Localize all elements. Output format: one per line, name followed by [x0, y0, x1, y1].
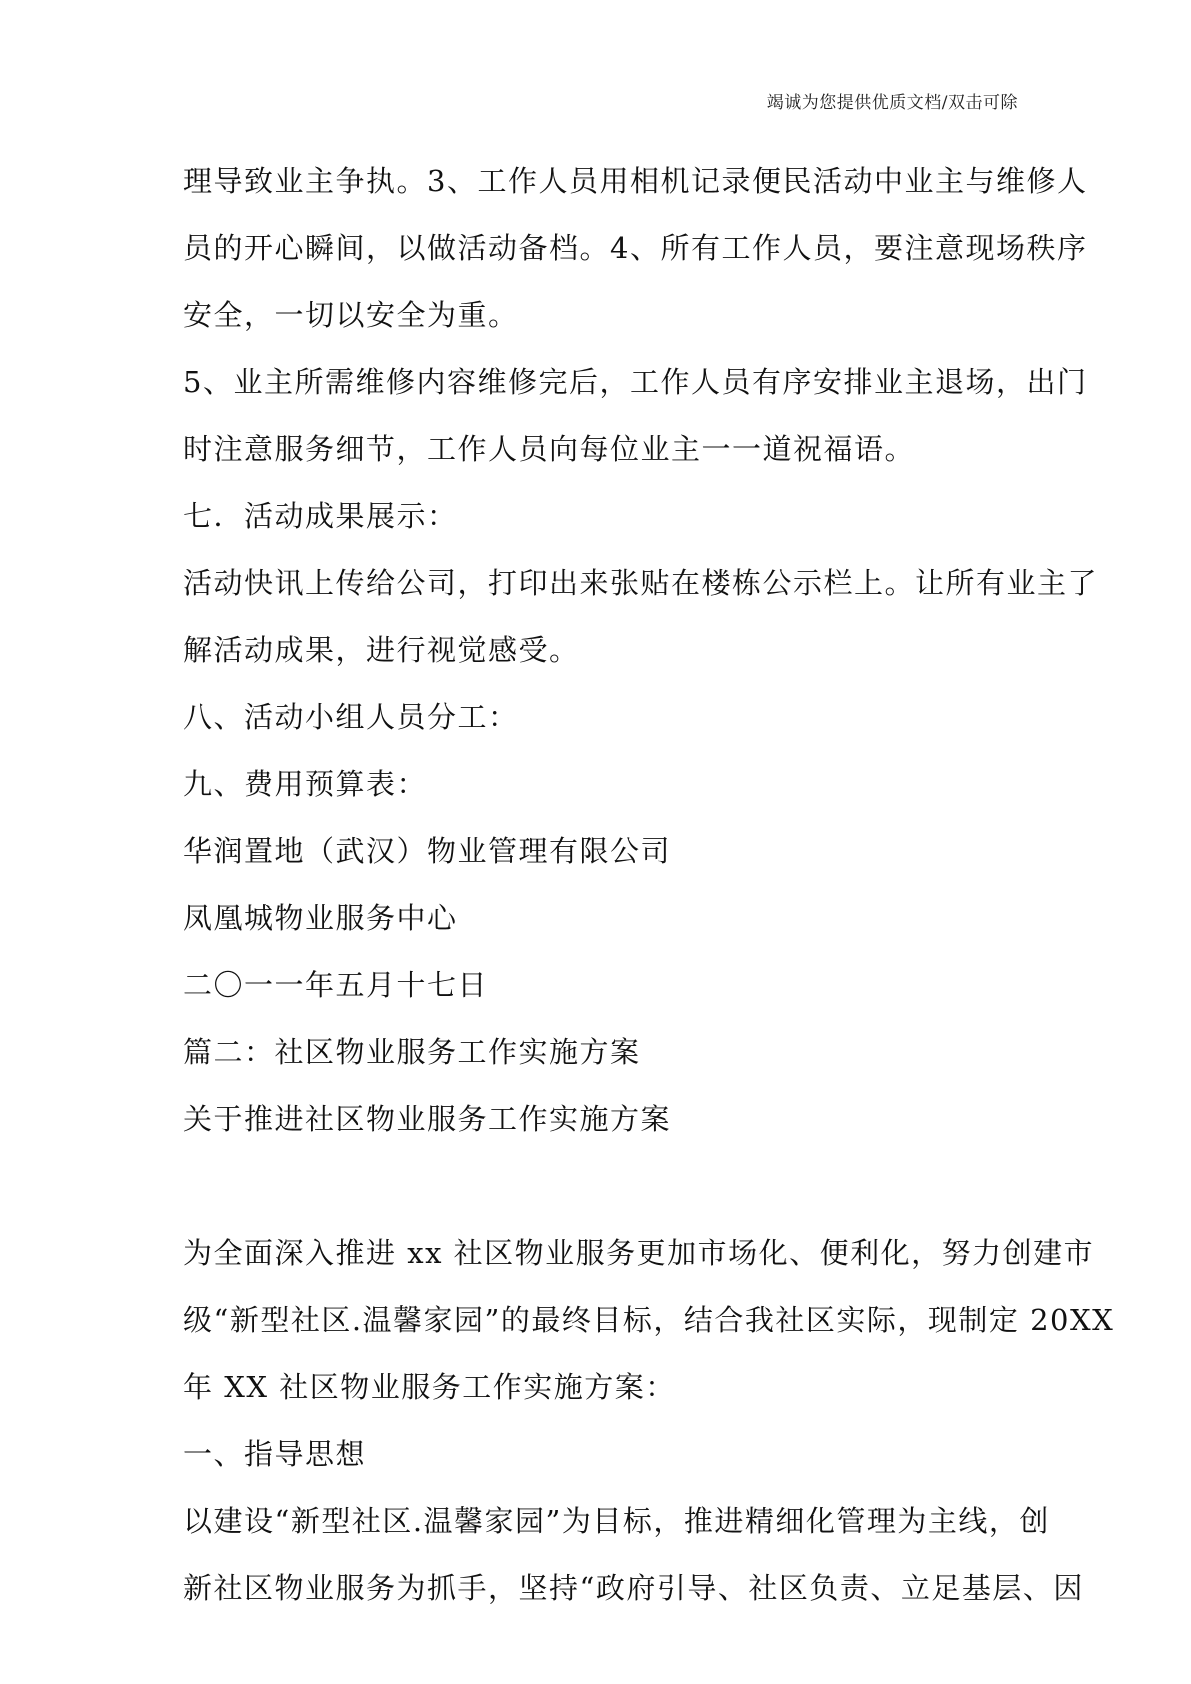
paragraph-line: 5、业主所需维修内容维修完后，工作人员有序安排业主退场，出门 — [183, 365, 1088, 399]
paragraph-line: 安全，一切以安全为重。 — [183, 298, 519, 332]
paragraph-line: 解活动成果，进行视觉感受。 — [183, 633, 580, 667]
paragraph-line: 年 XX 社区物业服务工作实施方案： — [183, 1370, 676, 1404]
chapter-title: 篇二：社区物业服务工作实施方案 — [183, 1035, 641, 1069]
paragraph-line: 理导致业主争执。3、工作人员用相机记录便民活动中业主与维修人 — [183, 164, 1088, 198]
paragraph-line: 新社区物业服务为抓手，坚持“政府引导、社区负责、立足基层、因 — [183, 1571, 1084, 1605]
service-center-name: 凤凰城物业服务中心 — [183, 901, 458, 935]
paragraph-line: 以建设“新型社区.温馨家园”为目标，推进精细化管理为主线，创 — [183, 1504, 1050, 1538]
paragraph-line: 活动快讯上传给公司，打印出来张贴在楼栋公示栏上。让所有业主了 — [183, 566, 1099, 600]
paragraph-line: 员的开心瞬间，以做活动备档。4、所有工作人员，要注意现场秩序 — [183, 231, 1088, 265]
blank-line — [183, 1153, 1018, 1220]
document-body — [183, 148, 1115, 1622]
paragraph-line: 为全面深入推进 xx 社区物业服务更加市场化、便利化，努力创建市 — [183, 1236, 1095, 1270]
section-heading: 一、指导思想 — [183, 1437, 367, 1471]
header-note: 竭诚为您提供优质文档/双击可除 — [766, 93, 1018, 113]
paragraph-line: 时注意服务细节，工作人员向每位业主一一道祝福语。 — [183, 432, 916, 466]
section-heading: 九、费用预算表： — [183, 767, 428, 801]
company-name: 华润置地（武汉）物业管理有限公司 — [183, 834, 672, 868]
section-heading: 八、活动小组人员分工： — [183, 700, 519, 734]
section-heading: 七．活动成果展示： — [183, 499, 458, 533]
document-title: 关于推进社区物业服务工作实施方案 — [183, 1102, 672, 1136]
paragraph-line: 级“新型社区.温馨家园”的最终目标，结合我社区实际，现制定 20XX — [183, 1303, 1115, 1337]
document-date: 二〇一一年五月十七日 — [183, 968, 489, 1002]
